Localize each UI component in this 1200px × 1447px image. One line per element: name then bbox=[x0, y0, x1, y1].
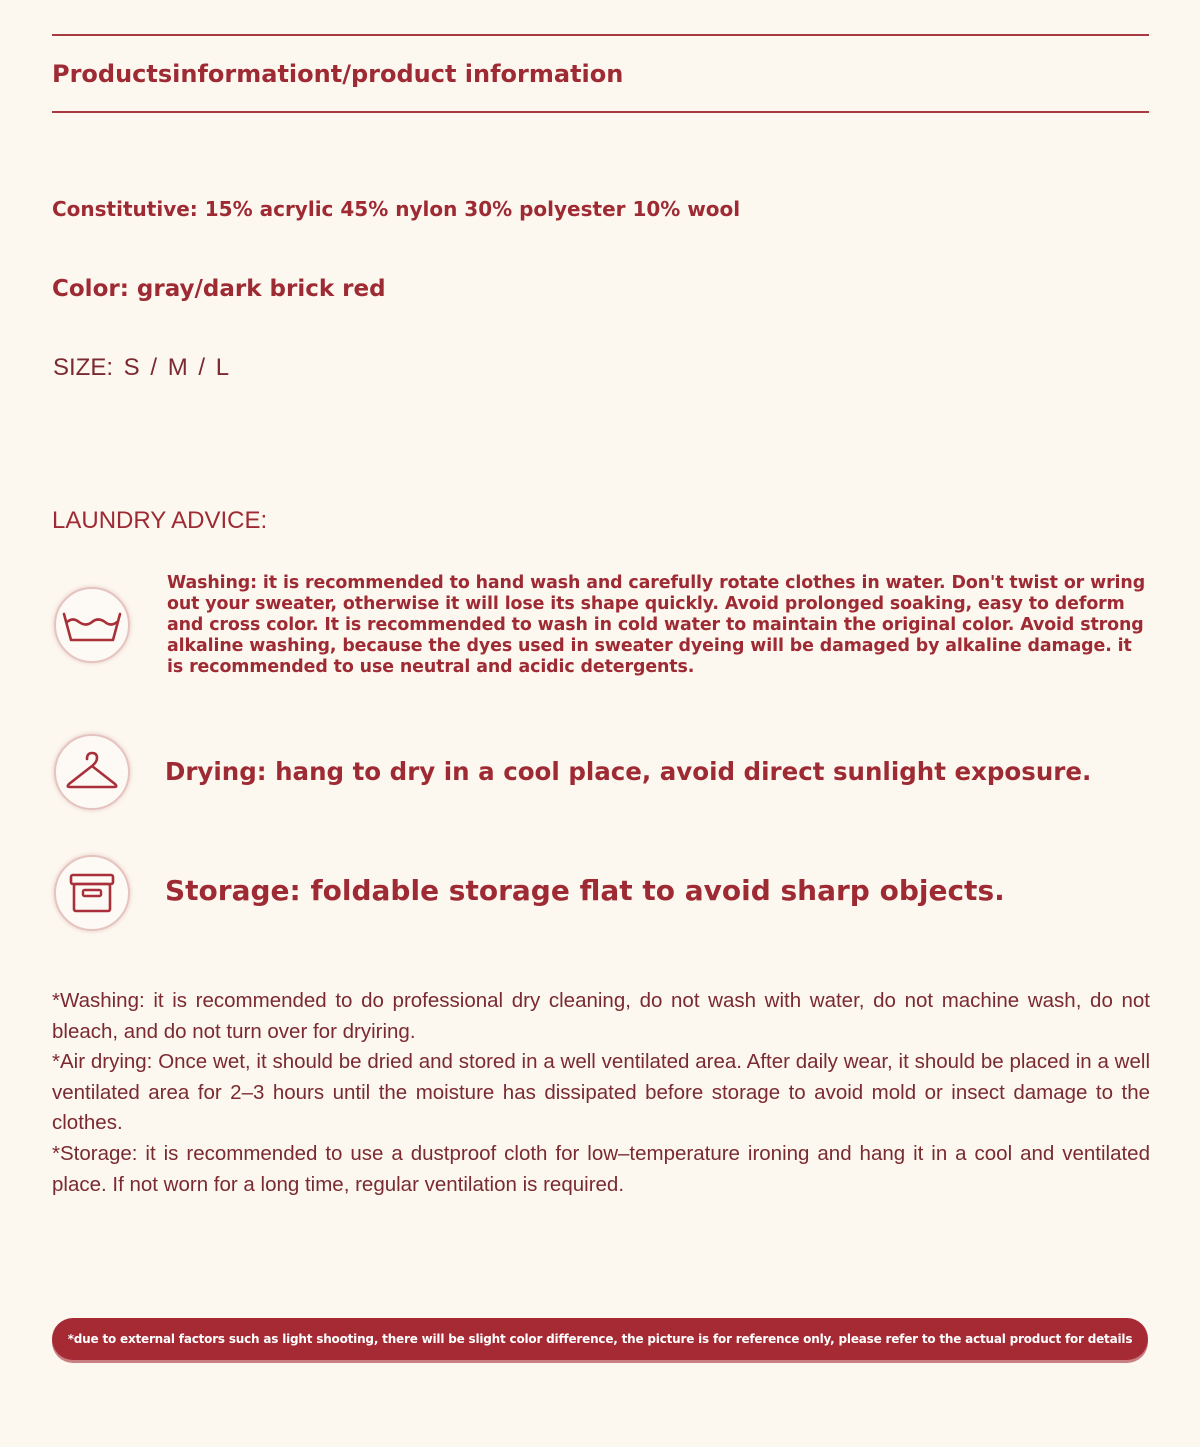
header-bottom-divider bbox=[52, 111, 1149, 113]
color-spec: Color: gray/dark brick red bbox=[52, 276, 386, 302]
note-air-drying: *Air drying: Once wet, it should be dried and stored in a well ventilated area. After daily wear, it should be placed in a well ventilated area for 2–3 hours until the moisture has dissipated before storage to avoid mold or insect damage to the clothes. bbox=[52, 1050, 1150, 1135]
storage-advice-text: Storage: foldable storage flat to avoid sharp objects. bbox=[165, 874, 1005, 907]
note-washing: *Washing: it is recommended to do professional dry cleaning, do not wash with water, do not machine wash, do not bleach, and do not turn over for dryiring. bbox=[52, 989, 1150, 1043]
wash-basin-icon bbox=[54, 587, 130, 663]
header-top-divider bbox=[52, 34, 1149, 36]
washing-advice-text: Washing: it is recommended to hand wash and carefully rotate clothes in water. Don't twist or wring out your sweater, otherwise it will lose its shape quickly. Avoid prolonged soaking, easy to deform and cross color. It is recommended to wash in cold water to maintain the original color. Avoid strong alkaline washing, because the dyes used in sweater dyeing will be damaged by alkaline damage. it is recommended to use neutral and acidic detergents. bbox=[167, 573, 1146, 677]
hanger-icon bbox=[54, 734, 130, 810]
laundry-advice-heading: LAUNDRY ADVICE: bbox=[52, 507, 268, 534]
composition-spec: Constitutive: 15% acrylic 45% nylon 30% polyester 10% wool bbox=[52, 197, 741, 221]
care-notes bbox=[52, 986, 1150, 1200]
size-spec: SIZE: S / M / L bbox=[53, 354, 230, 381]
note-storage: *Storage: it is recommended to use a dustproof cloth for low–temperature ironing and hang it in a cool and ventilated place. If not worn for a long time, regular ventilation is required. bbox=[52, 1141, 1150, 1196]
page-title: Productsinformationt/product information bbox=[52, 60, 624, 88]
drying-advice-text: Drying: hang to dry in a cool place, avoid direct sunlight exposure. bbox=[165, 757, 1092, 786]
storage-box-icon bbox=[54, 855, 130, 931]
disclaimer-text: *due to external factors such as light shooting, there will be slight color difference, the picture is for reference only, please refer to the actual product for details bbox=[67, 1332, 1133, 1346]
disclaimer-banner bbox=[52, 1318, 1148, 1360]
